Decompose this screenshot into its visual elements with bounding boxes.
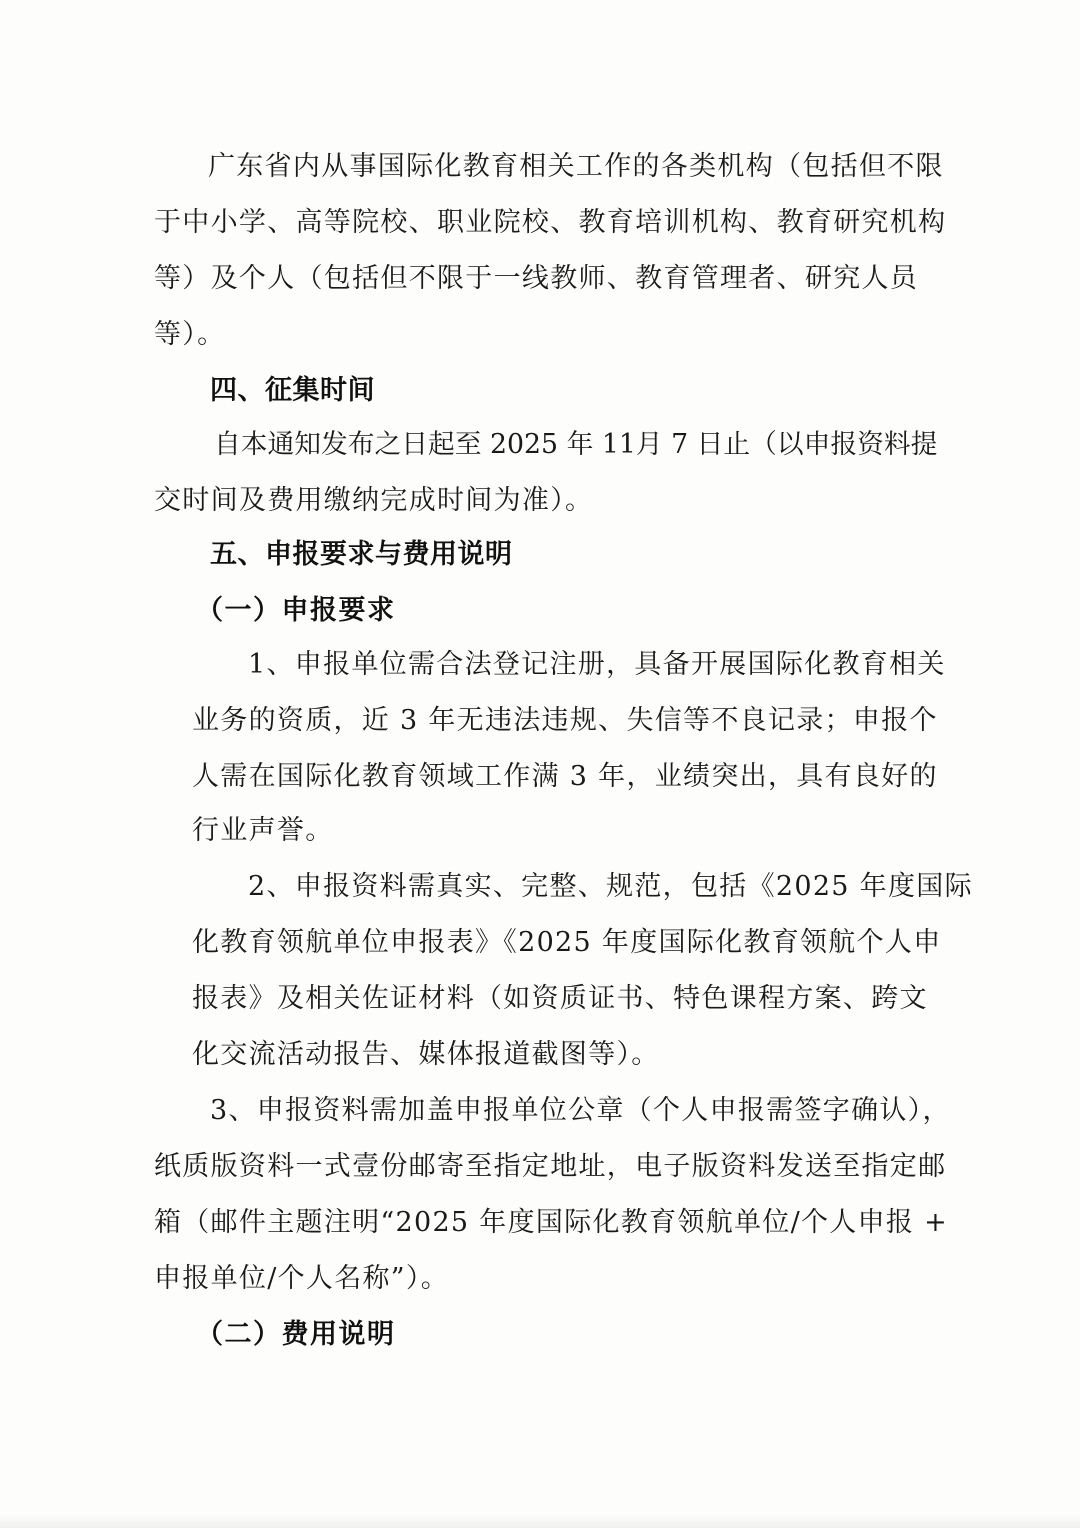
text-line: 箱（邮件主题注明“2025 年度国际化教育领航单位/个人申报 + <box>154 1207 948 1238</box>
text-line: 报表》及相关佐证材料（如资质证书、特色课程方案、跨文 <box>192 983 928 1014</box>
text-line: 于中小学、高等院校、职业院校、教育培训机构、教育研究机构 <box>154 207 947 238</box>
text-line: 自本通知发布之日起至 2025 年 11月 7 日止（以申报资料提 <box>214 429 938 460</box>
scan-edge <box>0 1514 1080 1528</box>
text-line: 2、申报资料需真实、完整、规范，包括《2025 年度国际 <box>248 871 973 902</box>
text-line: 业务的资质，近 3 年无违法违规、失信等不良记录；申报个 <box>192 705 938 736</box>
text-line: 3、申报资料需加盖申报单位公章（个人申报需签字确认）， <box>210 1095 951 1126</box>
text-line: 1、申报单位需合法登记注册，具备开展国际化教育相关 <box>248 649 946 680</box>
text-line: 纸质版资料一式壹份邮寄至指定地址，电子版资料发送至指定邮 <box>154 1151 947 1182</box>
section-heading: 四、征集时间 <box>210 375 375 406</box>
text-line: 交时间及费用缴纳完成时间为准）。 <box>154 485 594 516</box>
sub-heading: （二）费用说明 <box>196 1319 396 1350</box>
text-line: 等）及个人（包括但不限于一线教师、教育管理者、研究人员 <box>154 263 919 294</box>
section-heading: 五、申报要求与费用说明 <box>210 539 513 570</box>
text-line: 行业声誉。 <box>192 815 334 846</box>
text-line: 等）。 <box>154 319 226 350</box>
text-line: 申报单位/个人名称”）。 <box>154 1263 449 1294</box>
sub-heading: （一）申报要求 <box>196 595 396 626</box>
text-line: 人需在国际化教育领域工作满 3 年，业绩突出，具有良好的 <box>192 761 938 792</box>
text-line: 广东省内从事国际化教育相关工作的各类机构（包括但不限 <box>208 151 944 182</box>
text-line: 化教育领航单位申报表》《2025 年度国际化教育领航个人申 <box>192 927 942 958</box>
text-line: 化交流活动报告、媒体报道截图等）。 <box>192 1039 660 1070</box>
